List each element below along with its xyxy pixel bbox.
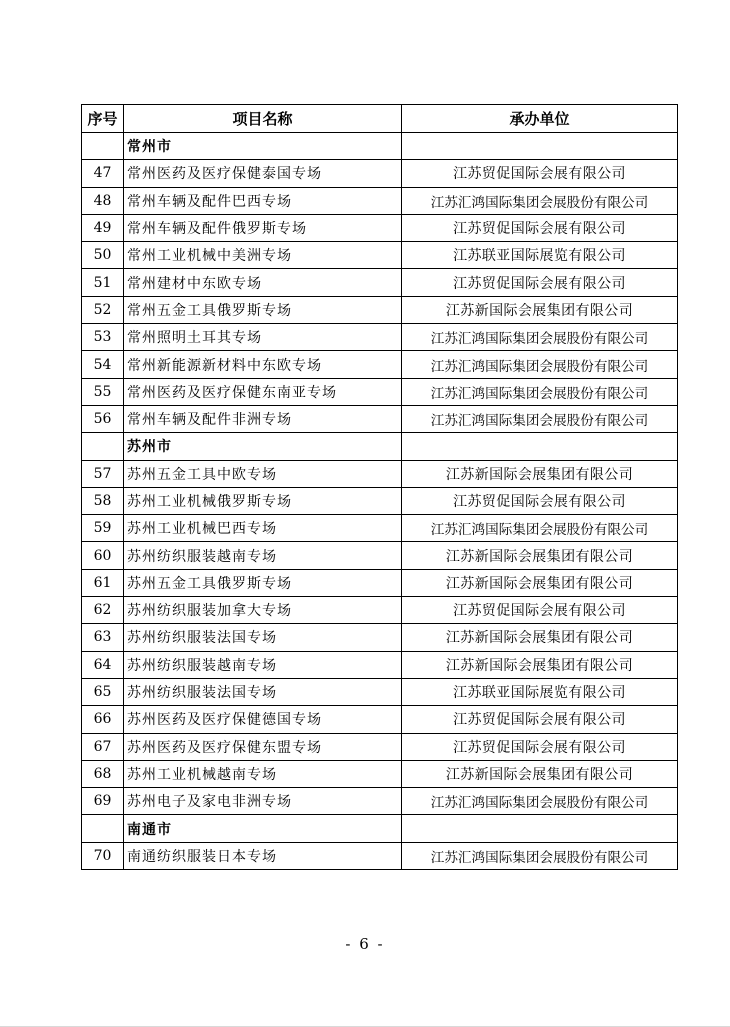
section-row	[82, 133, 678, 160]
project-name-cell: 苏州纺织服装法国专场	[124, 678, 402, 705]
organizer-cell: 江苏新国际会展集团有限公司	[402, 651, 678, 678]
table-row	[82, 842, 678, 869]
section-number-cell	[82, 133, 124, 160]
serial-number-cell: 58	[82, 487, 124, 514]
serial-number-cell: 50	[82, 242, 124, 269]
project-name-cell: 常州新能源新材料中东欧专场	[124, 351, 402, 378]
serial-number-cell: 48	[82, 187, 124, 214]
organizer-cell: 江苏新国际会展集团有限公司	[402, 569, 678, 596]
serial-number-cell: 66	[82, 706, 124, 733]
table-row	[82, 597, 678, 624]
table-row	[82, 405, 678, 432]
organizer-cell: 江苏贸促国际会展有限公司	[402, 597, 678, 624]
serial-number-cell: 54	[82, 351, 124, 378]
project-name-cell: 常州照明土耳其专场	[124, 324, 402, 351]
project-name-cell: 常州医药及医疗保健泰国专场	[124, 160, 402, 187]
organizer-cell: 江苏汇鸿国际集团会展股份有限公司	[402, 842, 678, 869]
organizer-cell: 江苏贸促国际会展有限公司	[402, 733, 678, 760]
section-organizer-cell	[402, 815, 678, 842]
serial-number-cell: 70	[82, 842, 124, 869]
table-row	[82, 324, 678, 351]
project-name-cell: 南通纺织服装日本专场	[124, 842, 402, 869]
table-row	[82, 487, 678, 514]
table-row	[82, 788, 678, 815]
organizer-cell: 江苏新国际会展集团有限公司	[402, 624, 678, 651]
organizer-cell: 江苏汇鸿国际集团会展股份有限公司	[402, 351, 678, 378]
table-row	[82, 706, 678, 733]
project-name-cell: 常州车辆及配件巴西专场	[124, 187, 402, 214]
header-serial-number: 序号	[82, 105, 124, 133]
table-row	[82, 651, 678, 678]
project-name-cell: 常州五金工具俄罗斯专场	[124, 296, 402, 323]
table-row	[82, 460, 678, 487]
table-row	[82, 160, 678, 187]
project-table	[81, 104, 678, 870]
serial-number-cell: 47	[82, 160, 124, 187]
table-row	[82, 515, 678, 542]
table-row	[82, 187, 678, 214]
table-row	[82, 214, 678, 241]
project-name-cell: 苏州工业机械越南专场	[124, 760, 402, 787]
serial-number-cell: 56	[82, 405, 124, 432]
section-row	[82, 433, 678, 460]
serial-number-cell: 49	[82, 214, 124, 241]
project-name-cell: 常州工业机械中美洲专场	[124, 242, 402, 269]
section-row	[82, 815, 678, 842]
serial-number-cell: 55	[82, 378, 124, 405]
serial-number-cell: 69	[82, 788, 124, 815]
serial-number-cell: 57	[82, 460, 124, 487]
serial-number-cell: 67	[82, 733, 124, 760]
project-name-cell: 常州医药及医疗保健东南亚专场	[124, 378, 402, 405]
project-name-cell: 苏州五金工具俄罗斯专场	[124, 569, 402, 596]
project-name-cell: 苏州工业机械巴西专场	[124, 515, 402, 542]
table-header-row	[82, 105, 678, 133]
serial-number-cell: 64	[82, 651, 124, 678]
section-city-name: 南通市	[124, 815, 402, 842]
serial-number-cell: 63	[82, 624, 124, 651]
organizer-cell: 江苏贸促国际会展有限公司	[402, 706, 678, 733]
section-number-cell	[82, 815, 124, 842]
table-body	[82, 133, 678, 870]
project-name-cell: 常州建材中东欧专场	[124, 269, 402, 296]
serial-number-cell: 60	[82, 542, 124, 569]
table-row	[82, 269, 678, 296]
serial-number-cell: 62	[82, 597, 124, 624]
page-number: - 6 -	[345, 935, 385, 953]
organizer-cell: 江苏汇鸿国际集团会展股份有限公司	[402, 187, 678, 214]
table-row	[82, 351, 678, 378]
table-row	[82, 296, 678, 323]
organizer-cell: 江苏联亚国际展览有限公司	[402, 678, 678, 705]
project-name-cell: 苏州纺织服装法国专场	[124, 624, 402, 651]
organizer-cell: 江苏联亚国际展览有限公司	[402, 242, 678, 269]
organizer-cell: 江苏贸促国际会展有限公司	[402, 269, 678, 296]
section-organizer-cell	[402, 433, 678, 460]
section-city-name: 苏州市	[124, 433, 402, 460]
organizer-cell: 江苏汇鸿国际集团会展股份有限公司	[402, 788, 678, 815]
organizer-cell: 江苏新国际会展集团有限公司	[402, 760, 678, 787]
organizer-cell: 江苏汇鸿国际集团会展股份有限公司	[402, 378, 678, 405]
serial-number-cell: 65	[82, 678, 124, 705]
organizer-cell: 江苏贸促国际会展有限公司	[402, 214, 678, 241]
project-name-cell: 苏州纺织服装加拿大专场	[124, 597, 402, 624]
organizer-cell: 江苏新国际会展集团有限公司	[402, 542, 678, 569]
header-project-name: 项目名称	[124, 105, 402, 133]
table-row	[82, 569, 678, 596]
section-organizer-cell	[402, 133, 678, 160]
organizer-cell: 江苏贸促国际会展有限公司	[402, 487, 678, 514]
project-name-cell: 苏州医药及医疗保健德国专场	[124, 706, 402, 733]
serial-number-cell: 52	[82, 296, 124, 323]
organizer-cell: 江苏汇鸿国际集团会展股份有限公司	[402, 324, 678, 351]
serial-number-cell: 53	[82, 324, 124, 351]
project-name-cell: 常州车辆及配件非洲专场	[124, 405, 402, 432]
organizer-cell: 江苏新国际会展集团有限公司	[402, 296, 678, 323]
section-number-cell	[82, 433, 124, 460]
table-row	[82, 678, 678, 705]
project-name-cell: 苏州五金工具中欧专场	[124, 460, 402, 487]
table-row	[82, 760, 678, 787]
project-name-cell: 常州车辆及配件俄罗斯专场	[124, 214, 402, 241]
section-city-name: 常州市	[124, 133, 402, 160]
project-name-cell: 苏州医药及医疗保健东盟专场	[124, 733, 402, 760]
serial-number-cell: 61	[82, 569, 124, 596]
serial-number-cell: 59	[82, 515, 124, 542]
project-name-cell: 苏州纺织服装越南专场	[124, 542, 402, 569]
table-row	[82, 378, 678, 405]
project-name-cell: 苏州纺织服装越南专场	[124, 651, 402, 678]
organizer-cell: 江苏汇鸿国际集团会展股份有限公司	[402, 515, 678, 542]
serial-number-cell: 51	[82, 269, 124, 296]
header-organizer: 承办单位	[402, 105, 678, 133]
project-name-cell: 苏州电子及家电非洲专场	[124, 788, 402, 815]
organizer-cell: 江苏新国际会展集团有限公司	[402, 460, 678, 487]
table-row	[82, 542, 678, 569]
organizer-cell: 江苏贸促国际会展有限公司	[402, 160, 678, 187]
organizer-cell: 江苏汇鸿国际集团会展股份有限公司	[402, 405, 678, 432]
table-row	[82, 733, 678, 760]
table-row	[82, 624, 678, 651]
project-name-cell: 苏州工业机械俄罗斯专场	[124, 487, 402, 514]
serial-number-cell: 68	[82, 760, 124, 787]
table-row	[82, 242, 678, 269]
